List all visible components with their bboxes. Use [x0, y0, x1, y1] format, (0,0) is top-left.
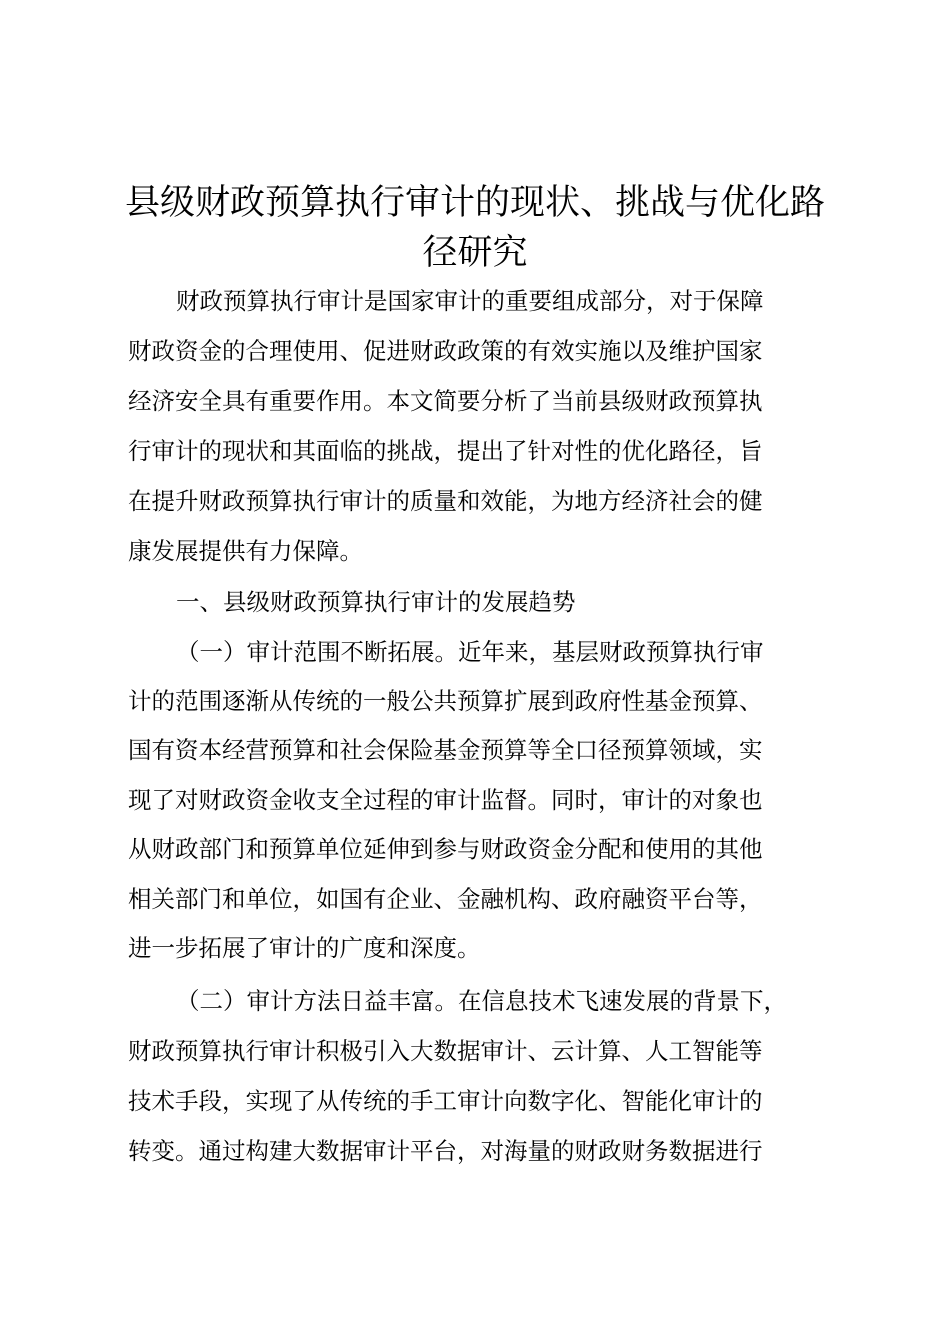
- subsection-1-line-2: 计的范围逐渐从传统的一般公共预算扩展到政府性基金预算、: [128, 687, 763, 715]
- abstract-line-5: 在提升财政预算执行审计的质量和效能，为地方经济社会的健: [128, 487, 763, 515]
- subsection-1-line-6: 相关部门和单位，如国有企业、金融机构、政府融资平台等，: [128, 885, 763, 913]
- subsection-1-line-7: 进一步拓展了审计的广度和深度。: [128, 934, 481, 962]
- subsection-2-line-4: 转变。通过构建大数据审计平台，对海量的财政财务数据进行: [128, 1137, 763, 1165]
- subsection-1-line-3: 国有资本经营预算和社会保险基金预算等全口径预算领域，实: [128, 736, 763, 764]
- subsection-1-line-1: （一）审计范围不断拓展。近年来，基层财政预算执行审: [176, 638, 764, 666]
- section-heading-1: 一、县级财政预算执行审计的发展趋势: [176, 588, 576, 616]
- subsection-1-line-5: 从财政部门和预算单位延伸到参与财政资金分配和使用的其他: [128, 835, 763, 863]
- abstract-line-1: 财政预算执行审计是国家审计的重要组成部分，对于保障: [176, 287, 764, 315]
- subsection-2-line-2: 财政预算执行审计积极引入大数据审计、云计算、人工智能等: [128, 1037, 763, 1065]
- title-line-1: 县级财政预算执行审计的现状、挑战与优化路: [124, 183, 825, 223]
- abstract-line-4: 行审计的现状和其面临的挑战，提出了针对性的优化路径，旨: [128, 437, 763, 465]
- document-title: [0, 178, 950, 278]
- subsection-2-line-3: 技术手段，实现了从传统的手工审计向数字化、智能化审计的: [128, 1087, 763, 1115]
- subsection-2-line-1: （二）审计方法日益丰富。在信息技术飞速发展的背景下，: [176, 987, 787, 1015]
- abstract-line-3: 经济安全具有重要作用。本文简要分析了当前县级财政预算执: [128, 387, 763, 415]
- abstract-line-2: 财政资金的合理使用、促进财政政策的有效实施以及维护国家: [128, 337, 763, 365]
- title-line-2: 径研究: [422, 233, 528, 273]
- subsection-1-line-4: 现了对财政资金收支全过程的审计监督。同时，审计的对象也: [128, 786, 763, 814]
- abstract-line-6: 康发展提供有力保障。: [128, 537, 363, 565]
